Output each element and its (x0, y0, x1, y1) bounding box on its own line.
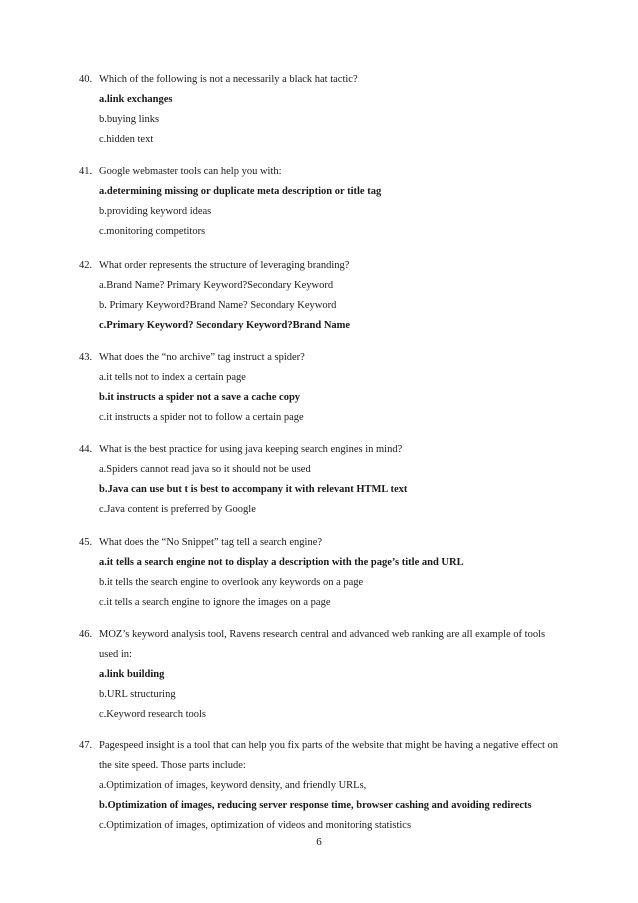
question-text: What order represents the structure of leveraging branding? (99, 260, 350, 271)
question-47 (79, 739, 559, 833)
question-text-continued: the site speed. Those parts include: (99, 760, 246, 771)
question-45 (79, 536, 559, 610)
option-c: c.hidden text (99, 134, 154, 145)
option-b: b.it instructs a spider not a save a cache copy (99, 392, 301, 403)
option-c: c.Java content is preferred by Google (99, 504, 256, 515)
question-text: Google webmaster tools can help you with: (99, 166, 282, 177)
option-b: b.buying links (99, 114, 160, 125)
question-46 (79, 628, 559, 722)
option-b: b. Primary Keyword?Brand Name? Secondary Keyword (99, 300, 337, 311)
question-44 (79, 443, 559, 517)
question-40 (79, 73, 559, 147)
option-a: a.Spiders cannot read java so it should not be used (99, 464, 311, 475)
option-c: c.it tells a search engine to ignore the images on a page (99, 597, 331, 608)
option-a: a.link building (99, 669, 165, 680)
question-number: 42. (79, 260, 93, 271)
question-text-continued: used in: (99, 649, 132, 660)
question-text: Pagespeed insight is a tool that can help you fix parts of the website that might be having a negative effect on (99, 740, 559, 751)
option-c: c.Keyword research tools (99, 709, 206, 720)
option-a: a.Brand Name? Primary Keyword?Secondary Keyword (99, 280, 334, 291)
option-c: c.monitoring competitors (99, 226, 206, 237)
option-b: b.it tells the search engine to overlook any keywords on a page (99, 577, 364, 588)
option-c: c.it instructs a spider not to follow a certain page (99, 412, 304, 423)
option-a: a.it tells not to index a certain page (99, 372, 246, 383)
question-number: 46. (79, 629, 93, 640)
option-b: b.URL structuring (99, 689, 176, 700)
option-a: a.link exchanges (99, 94, 173, 105)
page-number: 6 (316, 836, 322, 848)
question-41 (79, 165, 559, 239)
option-b: b.Optimization of images, reducing server response time, browser cashing and avoiding redirects (99, 800, 532, 811)
question-number: 47. (79, 740, 93, 751)
option-c: c.Primary Keyword? Secondary Keyword?Brand Name (99, 320, 351, 331)
question-number: 44. (79, 444, 93, 455)
question-42 (79, 259, 559, 333)
question-number: 41. (79, 166, 93, 177)
question-number: 40. (79, 74, 93, 85)
option-a: a.Optimization of images, keyword density, and friendly URLs, (99, 780, 367, 791)
question-text: What is the best practice for using java keeping search engines in mind? (99, 444, 403, 455)
option-b: b.Java can use but t is best to accompany it with relevant HTML text (99, 484, 408, 495)
question-43 (79, 351, 559, 425)
option-c: c.Optimization of images, optimization of videos and monitoring statistics (99, 820, 412, 831)
question-number: 45. (79, 537, 93, 548)
question-text: MOZ’s keyword analysis tool, Ravens research central and advanced web ranking are all example of tools (99, 629, 546, 640)
question-number: 43. (79, 352, 93, 363)
question-text: Which of the following is not a necessarily a black hat tactic? (99, 74, 358, 85)
option-b: b.providing keyword ideas (99, 206, 212, 217)
question-text: What does the “no archive” tag instruct a spider? (99, 352, 305, 363)
option-a: a.determining missing or duplicate meta description or title tag (99, 186, 382, 197)
question-text: What does the “No Snippet” tag tell a search engine? (99, 537, 323, 548)
option-a: a.it tells a search engine not to display a description with the page’s title and URL (99, 557, 464, 568)
